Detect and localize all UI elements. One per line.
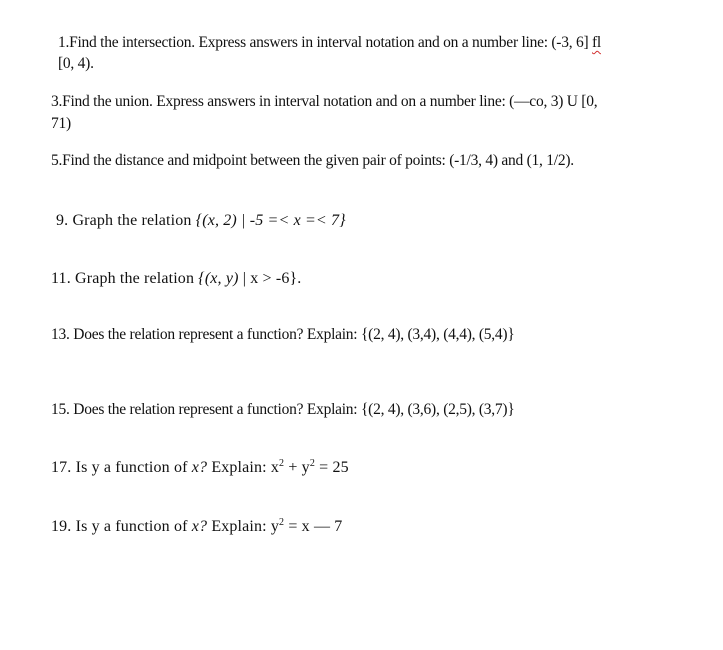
problem-19 (51, 517, 342, 537)
problem-9-set: {(x, 2) | -5 =< x =< 7} (195, 212, 346, 229)
problem-17-variable: x? (191, 459, 208, 476)
problem-19-explain: Explain: y (207, 518, 280, 535)
problem-11-suffix: | x > -6}. (238, 270, 302, 287)
problem-15: 15. Does the relation represent a function? Explain: {(2, 4), (3,6), (2,5), (3,7)} (51, 401, 515, 418)
problem-19-exponent: 2 (279, 517, 285, 528)
problem-3-line-1: 3.Find the union. Express answers in interval notation and on a number line: (—co, 3) U [0, (51, 93, 598, 110)
problem-19-end: = x — 7 (284, 518, 343, 535)
problem-17-end: = 25 (314, 459, 349, 476)
problem-17-explain: Explain: x (207, 459, 280, 476)
problem-11-set: {(x, y) (198, 270, 239, 287)
problem-11 (51, 269, 301, 289)
problem-17 (51, 458, 349, 478)
problem-9 (56, 211, 346, 231)
problem-13: 13. Does the relation represent a function? Explain: {(2, 4), (3,4), (4,4), (5,4)} (51, 326, 515, 343)
problem-11-prefix: 11. Graph the relation (51, 270, 199, 287)
spellcheck-flagged-word: fl (592, 34, 601, 51)
problem-1-line-2: [0, 4). (58, 55, 94, 72)
problem-17-mid: + y (284, 459, 310, 476)
problem-9-prefix: 9. Graph the relation (56, 212, 196, 229)
problem-1-text: 1.Find the intersection. Express answers in interval notation and on a number line: (-3, 6] (58, 34, 593, 51)
problem-1-line-1 (58, 33, 601, 53)
problem-19-prefix: 19. Is y a function of (51, 518, 192, 535)
problem-17-exponent-1: 2 (279, 458, 285, 469)
problem-19-variable: x? (191, 518, 208, 535)
problem-3-line-2: 71) (51, 115, 71, 132)
problem-5: 5.Find the distance and midpoint between the given pair of points: (-1/3, 4) and (1, 1/2). (51, 152, 574, 169)
problem-17-exponent-2: 2 (309, 458, 315, 469)
problem-17-prefix: 17. Is y a function of (51, 459, 192, 476)
